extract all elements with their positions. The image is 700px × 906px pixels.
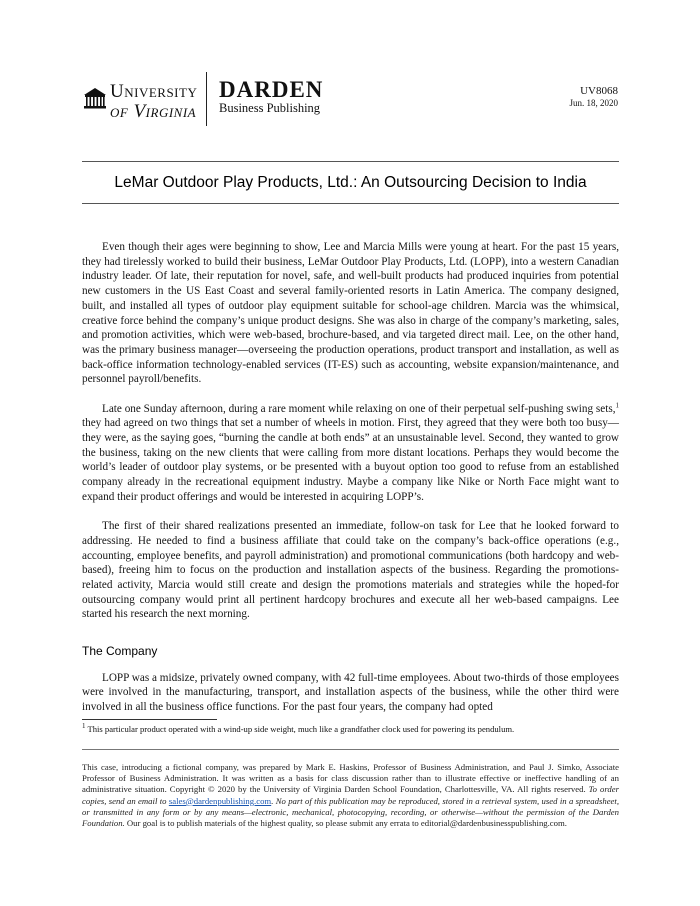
errata-text: Our goal is to publish materials of the highest quality, so please submit any errata to editorial@dardenbusinesspublishing.com. <box>124 818 567 829</box>
footnote-mark: 1 <box>82 722 86 731</box>
uva-name-line2: of Virginia <box>110 101 197 122</box>
rights-text: . No part of this publication may be reproduced, stored in a retrieval system, used in a spreadsheet, or transmitted in any form or by any means—electronic, mechanical, photocopying, recording, or otherwise—without the permission of the Darden Foundation. <box>82 795 620 829</box>
paragraph-2 <box>82 402 619 505</box>
footnote-ref[interactable]: 1 <box>615 400 619 409</box>
darden-logo: DARDEN <box>219 77 324 102</box>
paragraph-3: The first of their shared realizations presented an immediate, follow-on task for Lee that he looked forward to addressing. He needed to find a business affiliate that could take on the company’s back-office operations (e.g., accounting, employee benefits, and payroll administration) and promotional communications (both hardcopy and web-based), freeing him to focus on the production and installation aspects of the business. Regarding the promotions-related activity, Marcia would still create and design the promotions materials and strategies while the hoped-for outsourcing company would print all pertinent hardcopy brochures and execute all her web-based campaigns. Lee started his research the next morning. <box>82 520 619 621</box>
case-title: LeMar Outdoor Play Products, Ltd.: An Outsourcing Decision to India <box>114 174 587 191</box>
paragraph-2-part-b: they had agreed on two things that set a number of wheels in motion. First, they agreed that they were both too busy—they were, as the saying goes, “burning the candle at both ends” at an unsustainable level. Second, they wanted to grow the business, taking on the new clients that were calling from more distant locations. Perhaps they would become the world’s leader of outdoor play systems, or be presented with a buyout option too good to refuse from an established company already in the recreational equipment industry. Maybe a company like Nike or North Face might want to expand their product offerings and would be interested in acquiring LOPP’s. <box>82 417 619 503</box>
title-rule-top <box>82 161 619 162</box>
copyright-text: This case, introducing a fictional company, was prepared by Mark E. Haskins, Professor of Business Administration, and Paul J. Simko, Associate Professor of Business Administration. It was written as a basis for class discussion rather than to illustrate effective or ineffective handling of an administrative situation. Copyright © 2020 by the University of Virginia Darden School Foundation, Charlottesville, VA. All rights reserved. <box>82 762 619 795</box>
rotunda-icon <box>82 84 108 110</box>
footnote <box>82 724 619 735</box>
order-text: To order copies, send an email to <box>82 784 620 806</box>
footer-rule <box>82 749 619 750</box>
footnote-text: This particular product operated with a wind-up side weight, much like a grandfather clock used for powering its pendulum. <box>85 724 515 734</box>
paragraph-1: Even though their ages were beginning to show, Lee and Marcia Mills were young at heart. For the past 15 years, they had tirelessly worked to build their business, LeMar Outdoor Play Products, Ltd. (LOPP), into a western Canadian industry leader. Of late, their reputation for novel, safe, and well-built products had produced inquiries from potential new customers in the US East Coast and several family-oriented resorts in Latin America. The company designed, built, and installed all types of outdoor play equipment suitable for school-age children. Marcia was the whimsical, creative force behind the company’s unique product designs. She was also in charge of the company’s marketing, sales, and promotion activities, which were web-based, brochure-based, and via targeted direct mail. Lee, on the other hand, was the primary business manager—overseeing the production operations, product transport and installation, as well as back-office information technology-enabled services (IT-ES) such as accounting, website expansion/maintenance, and personnel payroll/benefits. <box>82 241 619 386</box>
logo-divider <box>206 72 207 126</box>
section-heading: The Company <box>82 644 158 659</box>
title-rule-bottom <box>82 203 619 204</box>
uva-name-line1: University <box>110 81 198 102</box>
uva-logo <box>82 78 197 122</box>
sales-email-link[interactable]: sales@dardenpublishing.com <box>168 795 272 806</box>
paragraph-2-part-a: Late one Sunday afternoon, during a rare moment while relaxing on one of their perpetual self-pushing swing sets, <box>102 402 616 415</box>
copyright-notice <box>82 762 619 829</box>
paragraph-4: LOPP was a midsize, privately owned company, with 42 full-time employees. About two-thirds of those employees were involved in the manufacturing, transport, and installation aspects of the business, while the other third were involved in all the business office functions. For the past four years, the company had opted <box>82 671 619 714</box>
footnote-rule <box>82 719 217 720</box>
case-number: UV8068 <box>580 85 618 97</box>
darden-subtitle: Business Publishing <box>219 101 321 115</box>
case-body <box>82 240 619 715</box>
case-date: Jun. 18, 2020 <box>569 98 618 108</box>
